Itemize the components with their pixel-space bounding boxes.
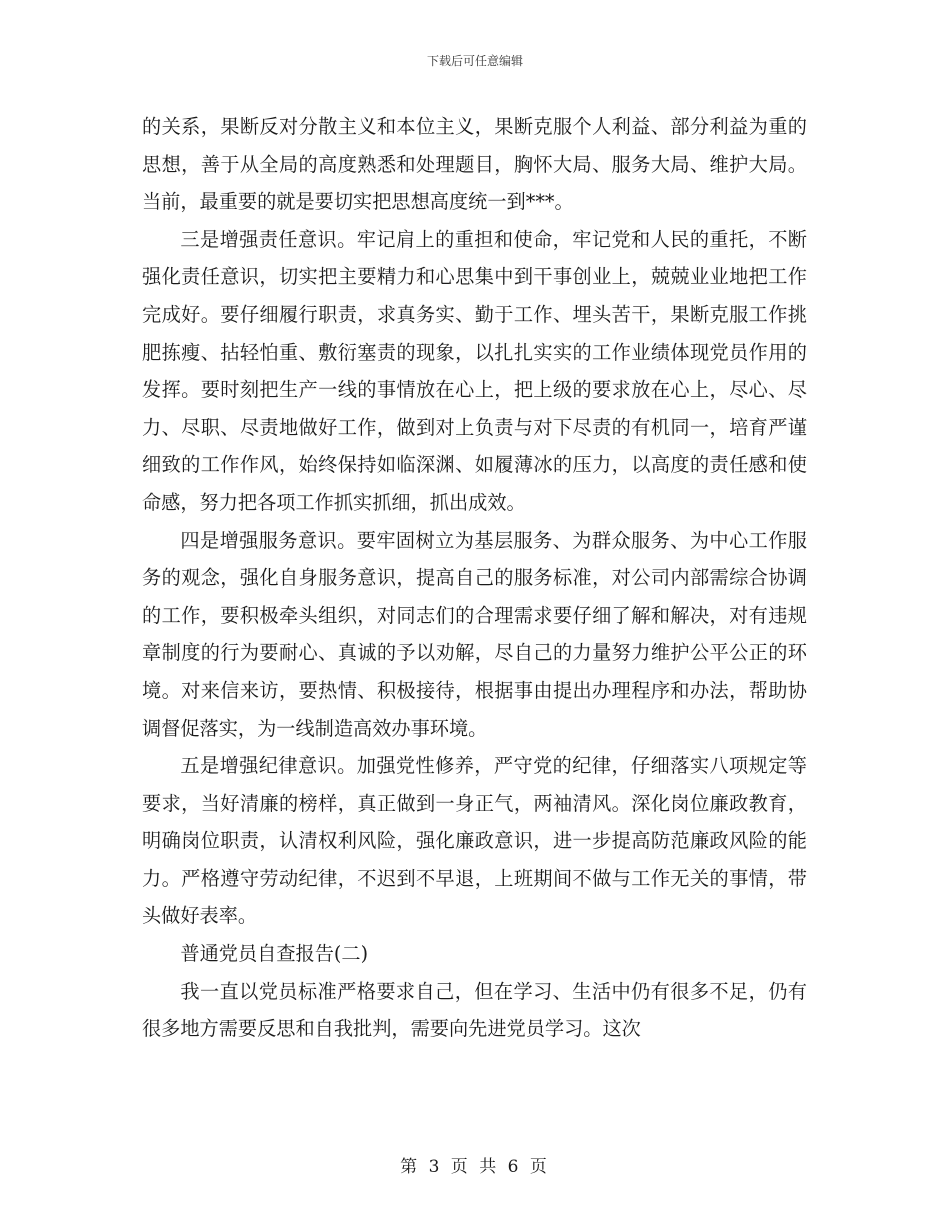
paragraph-continued: 的关系，果断反对分散主义和本位主义，果断克服个人利益、部分利益为重的思想，善于从全局的高度熟悉和处理题目，胸怀大局、服务大局、维护大局。当前，最重要的就是要切实把思想高度统一到***。 <box>142 115 807 214</box>
paragraph-responsibility: 三是增强责任意识。牢记肩上的重担和使命，牢记党和人民的重托，不断强化责任意识，切实把主要精力和心思集中到干事创业上，兢兢业业地把工作完成好。要仔细履行职责，求真务实、勤于工作、埋头苦干，果断克服工作挑肥拣瘦、拈轻怕重、敷衍塞责的现象，以扎扎实实的工作业绩体现党员作用的发挥。要时刻把生产一线的事情放在心上，把上级的要求放在心上，尽心、尽力、尽职、尽责地做好工作，做到对上负责与对下尽责的有机同一，培育严谨细致的工作作风，始终保持如临深渊、如履薄冰的压力，以高度的责任感和使命感，努力把各项工作抓实抓细，抓出成效。 <box>142 227 807 514</box>
header-note: 下载后可任意编辑 <box>426 54 523 68</box>
document-body <box>142 108 807 1048</box>
paragraph-service: 四是增强服务意识。要牢固树立为基层服务、为群众服务、为中心工作服务的观念，强化自身服务意识，提高自己的服务标准，对公司内部需综合协调的工作，要积极牵头组织，对同志们的合理需求要仔细了解和解决，对有违规章制度的行为要耐心、真诚的予以劝解，尽自己的力量努力维护公平公正的环境。对来信来访，要热情、积极接待，根据事由提出办理程序和办法，帮助协调督促落实，为一线制造高效办事环境。 <box>142 528 807 740</box>
section-heading: 普通党员自查报告(二) <box>180 942 369 966</box>
page-number: 第 3 页 共 6 页 <box>400 1157 550 1177</box>
paragraph-discipline: 五是增强纪律意识。加强党性修养，严守党的纪律，仔细落实八项规定等要求，当好清廉的榜样，真正做到一身正气，两袖清风。深化岗位廉政教育，明确岗位职责，认清权利风险，强化廉政意识，进一步提高防范廉政风险的能力。严格遵守劳动纪律，不迟到不早退，上班期间不做与工作无关的事情，带头做好表率。 <box>142 754 807 928</box>
paragraph-self-review: 我一直以党员标准严格要求自己，但在学习、生活中仍有很多不足，仍有很多地方需要反思和自我批判，需要向先进党员学习。这次 <box>142 979 807 1041</box>
